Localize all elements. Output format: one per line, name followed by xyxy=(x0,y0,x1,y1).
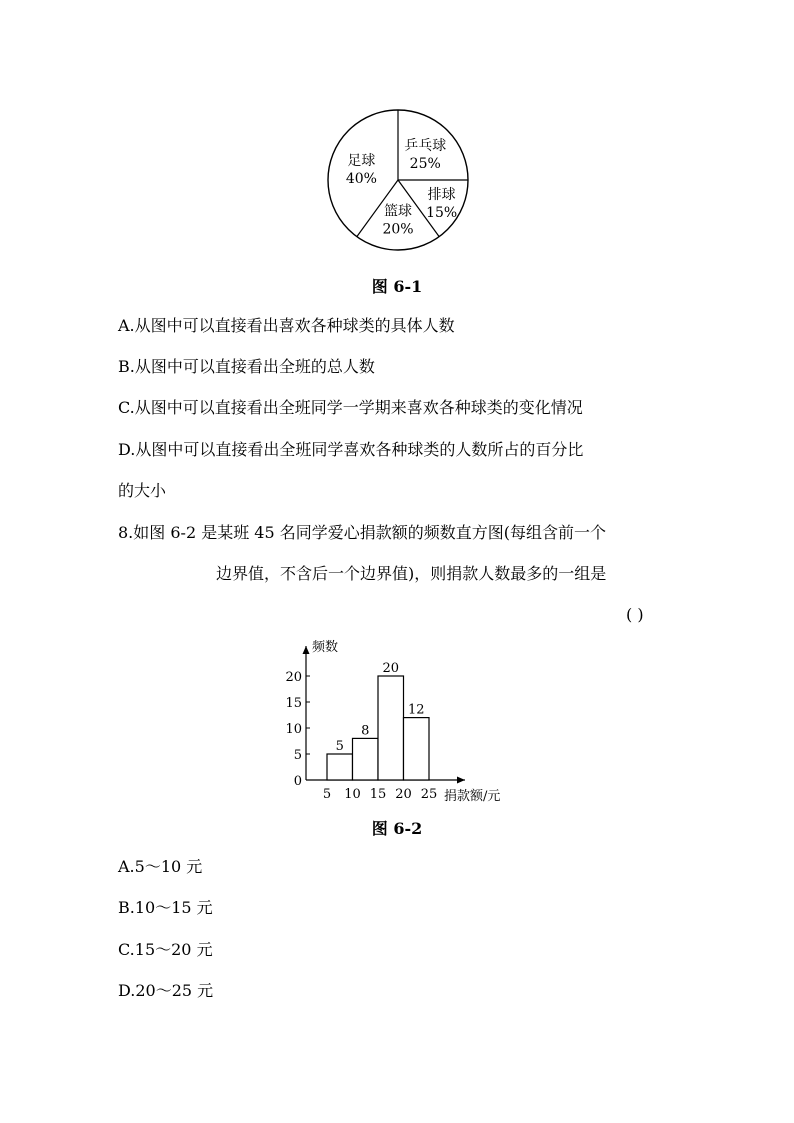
figure-6-2-caption: 图 6-2 xyxy=(371,819,423,838)
pie-slice-value: 40% xyxy=(345,171,377,188)
answer-bracket: ( ) xyxy=(626,605,644,624)
x-tick-label: 20 xyxy=(395,787,412,802)
option-7d-line1: D.从图中可以直接看出全班同学喜欢各种球类的人数所占的百分比 xyxy=(118,440,584,459)
x-axis-title: 捐款额/元 xyxy=(444,789,501,804)
bar-value-label: 5 xyxy=(335,739,344,754)
option-7a: A.从图中可以直接看出喜欢各种球类的具体人数 xyxy=(118,316,455,335)
option-8c: C.15～20 元 xyxy=(118,940,213,959)
pie-slice-label: 篮球 xyxy=(384,203,412,220)
option-7c: C.从图中可以直接看出全班同学一学期来喜欢各种球类的变化情况 xyxy=(118,398,583,417)
pie-slice-value: 20% xyxy=(382,221,414,238)
histogram-bar xyxy=(378,676,404,780)
option-8b: B.10～15 元 xyxy=(118,898,213,917)
x-tick-label: 25 xyxy=(420,787,438,802)
option-8d: D.20～25 元 xyxy=(118,981,214,1000)
pie-chart xyxy=(318,108,478,268)
x-tick-label: 15 xyxy=(369,787,387,802)
pie-slice-value: 25% xyxy=(409,155,441,172)
histogram-bar xyxy=(404,718,430,780)
histogram-bar xyxy=(353,738,379,780)
x-tick-label: 5 xyxy=(322,787,332,802)
figure-6-1-caption: 图 6-1 xyxy=(371,277,423,296)
histogram-chart xyxy=(270,630,530,810)
pie-slice-label: 乒乓球 xyxy=(404,137,447,154)
bar-value-label: 20 xyxy=(382,661,400,676)
y-tick-label: 10 xyxy=(285,722,302,737)
y-tick-label: 5 xyxy=(293,748,302,763)
pie-slice-label: 排球 xyxy=(427,187,456,204)
bar-value-label: 8 xyxy=(361,723,370,739)
y-tick-label: 15 xyxy=(285,696,302,711)
x-axis-arrow xyxy=(457,777,465,784)
pie-slice-label: 足球 xyxy=(347,153,376,170)
y-tick-label: 0 xyxy=(293,774,302,789)
y-tick-label: 20 xyxy=(285,670,302,685)
option-8a: A.5～10 元 xyxy=(118,857,203,876)
y-axis-arrow xyxy=(303,646,310,654)
x-tick-label: 10 xyxy=(344,787,361,802)
pie-slice-value: 15% xyxy=(426,205,458,222)
question-8-line1: 8.如图 6-2 是某班 45 名同学爱心捐款额的频数直方图(每组含前一个 xyxy=(118,523,606,542)
y-axis-title: 频数 xyxy=(312,640,339,655)
question-8-line2: 边界值，不含后一个边界值)，则捐款人数最多的一组是 xyxy=(216,564,607,583)
option-7b: B.从图中可以直接看出全班的总人数 xyxy=(118,357,375,376)
bar-value-label: 12 xyxy=(407,702,425,718)
histogram-bar xyxy=(327,754,353,780)
option-7d-line2: 的大小 xyxy=(118,481,167,500)
